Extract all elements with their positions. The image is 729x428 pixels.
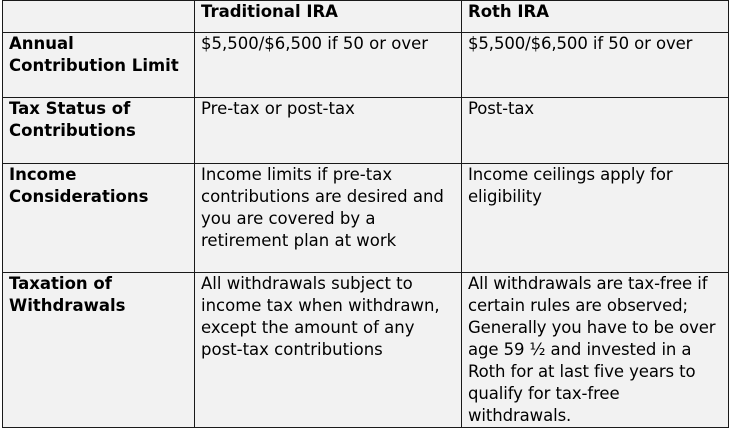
traditional-cell: All withdrawals subject to income tax when withdrawn, except the amount of any post-tax contributions [195, 273, 462, 428]
row-label: Income Considerations [3, 164, 195, 273]
row-label: Taxation of Withdrawals [3, 273, 195, 428]
ira-comparison-table [2, 0, 729, 428]
roth-cell: All withdrawals are tax-free if certain rules are observed; Generally you have to be over age 59 ½ and invested in a Roth for at last five years to qualify for tax-free withdrawals. [462, 273, 729, 428]
table-row-income-considerations [3, 164, 729, 273]
header-empty-cell [3, 1, 195, 33]
header-traditional-ira: Traditional IRA [195, 1, 462, 33]
traditional-cell: $5,500/$6,500 if 50 or over [195, 33, 462, 98]
roth-cell: Income ceilings apply for eligibility [462, 164, 729, 273]
table-row-tax-status [3, 98, 729, 164]
traditional-cell: Income limits if pre-tax contributions are desired and you are covered by a retirement plan at work [195, 164, 462, 273]
table-row-contribution-limit [3, 33, 729, 98]
roth-cell: $5,500/$6,500 if 50 or over [462, 33, 729, 98]
header-row [3, 1, 729, 33]
row-label: Tax Status of Contributions [3, 98, 195, 164]
row-label: Annual Contribution Limit [3, 33, 195, 98]
header-roth-ira: Roth IRA [462, 1, 729, 33]
traditional-cell: Pre-tax or post-tax [195, 98, 462, 164]
table-row-taxation-withdrawals [3, 273, 729, 428]
roth-cell: Post-tax [462, 98, 729, 164]
